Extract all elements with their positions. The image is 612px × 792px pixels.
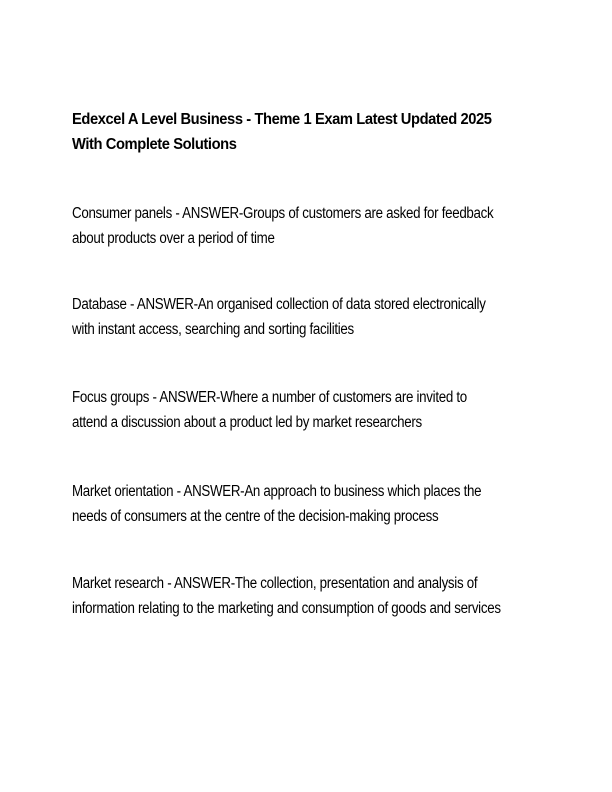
qa-entry-market-research: Market research - ANSWER-The collection, presentation and analysis of information relating to the marketing and consumption of goods and services	[72, 575, 501, 617]
qa-entry-market-orientation: Market orientation - ANSWER-An approach to business which places the needs of consumers at the centre of the decision-making process	[72, 483, 482, 525]
qa-entry-consumer-panels: Consumer panels - ANSWER-Groups of customers are asked for feedback about products over a period of time	[72, 205, 494, 247]
document-title: Edexcel A Level Business - Theme 1 Exam Latest Updated 2025 With Complete Solutions	[72, 111, 492, 153]
qa-entry-database: Database - ANSWER-An organised collection of data stored electronically with instant access, searching and sorting facilities	[72, 296, 486, 338]
qa-entry-focus-groups: Focus groups - ANSWER-Where a number of customers are invited to attend a discussion about a product led by market researchers	[72, 389, 467, 431]
